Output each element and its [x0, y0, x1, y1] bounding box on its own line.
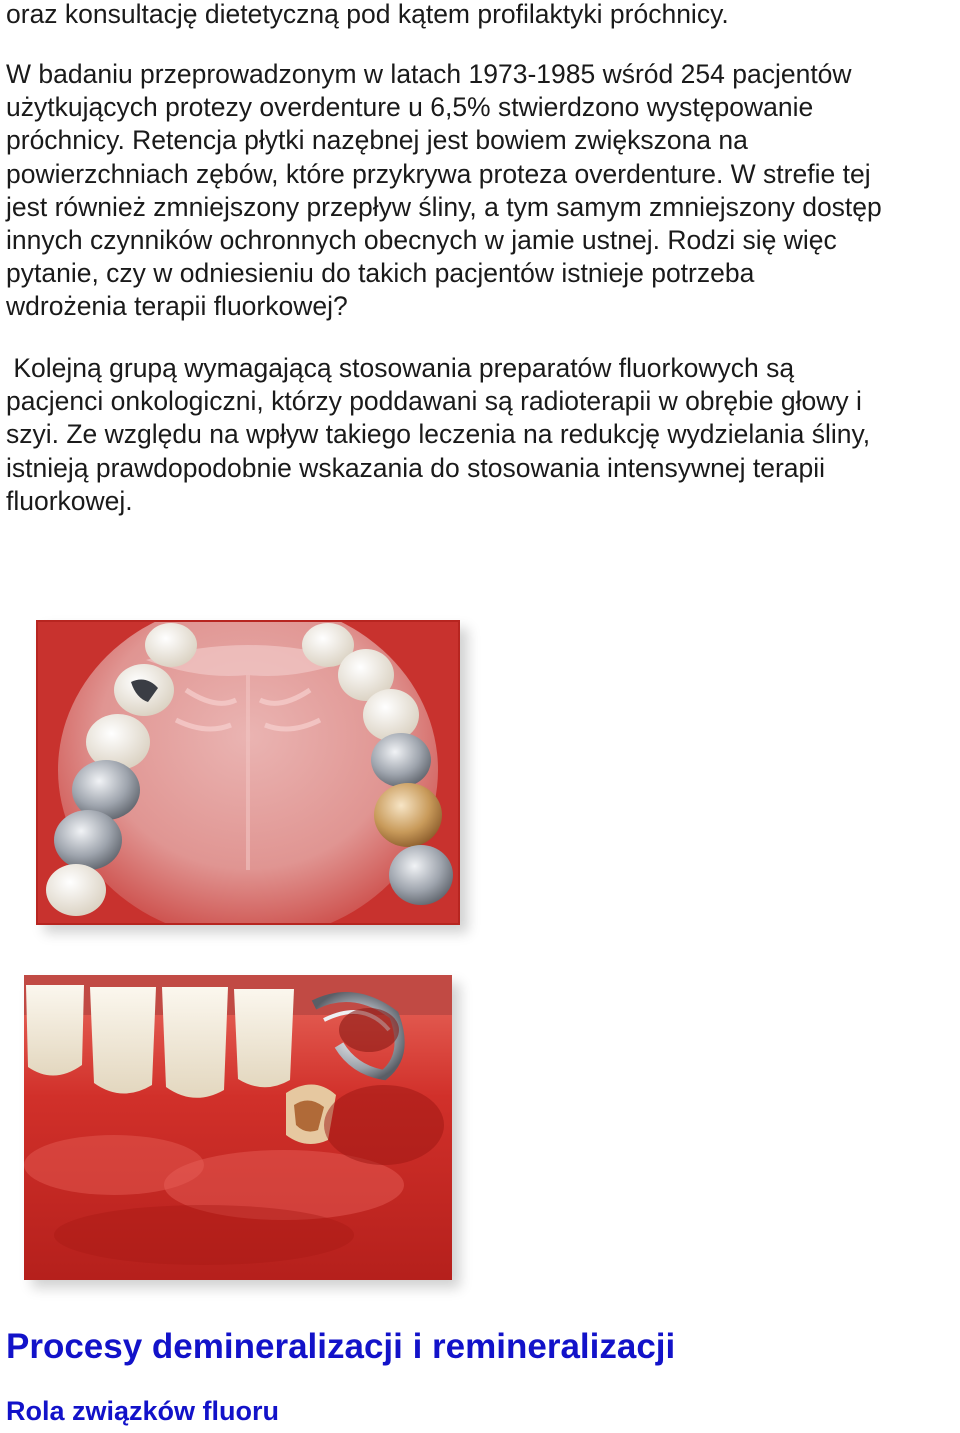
text-line: próchnicy. Retencja płytki nazębnej jest bowiem zwiększona na	[6, 125, 748, 156]
dental-photo-palate	[36, 620, 460, 925]
paragraph-oncology-patients	[6, 352, 870, 518]
paragraph-overdenture-study	[6, 58, 882, 324]
text-line: jest również zmniejszony przepływ śliny, a tym samym zmniejszony dostęp	[6, 191, 882, 222]
section-heading: Procesy demineralizacji i remineralizacji	[6, 1327, 676, 1366]
palate-illustration	[36, 620, 460, 925]
text-line: oraz konsultację dietetyczną pod kątem profilaktyki próchnicy.	[6, 0, 729, 29]
text-line: wdrożenia terapii fluorkowej?	[6, 291, 348, 322]
text-line: użytkujących protezy overdenture u 6,5% stwierdzono występowanie	[6, 92, 814, 123]
text-line: pytanie, czy w odniesieniu do takich pacjentów istnieje potrzeba	[6, 258, 755, 289]
text-line: Kolejną grupą wymagającą stosowania preparatów fluorkowych są	[6, 353, 795, 383]
text-line: fluorkowej.	[6, 485, 133, 516]
text-line: powierzchniach zębów, które przykrywa proteza overdenture. W strefie tej	[6, 158, 871, 189]
text-line: szyi. Ze względu na wpływ takiego leczenia na redukcję wydzielania śliny,	[6, 419, 871, 450]
paragraph-intro	[6, 0, 729, 31]
text-line: istnieją prawdopodobnie wskazania do stosowania intensywnej terapii	[6, 452, 826, 483]
text-line: pacjenci onkologiczni, którzy poddawani są radioterapii w obrębie głowy i	[6, 386, 862, 417]
dental-photo-lower-teeth	[24, 975, 452, 1280]
section-subheading: Rola związków fluoru	[6, 1396, 280, 1426]
lower-teeth-illustration	[24, 975, 452, 1280]
text-line: W badaniu przeprowadzonym w latach 1973-1985 wśród 254 pacjentów	[6, 59, 852, 89]
text-line: innych czynników ochronnych obecnych w jamie ustnej. Rodzi się więc	[6, 225, 837, 256]
